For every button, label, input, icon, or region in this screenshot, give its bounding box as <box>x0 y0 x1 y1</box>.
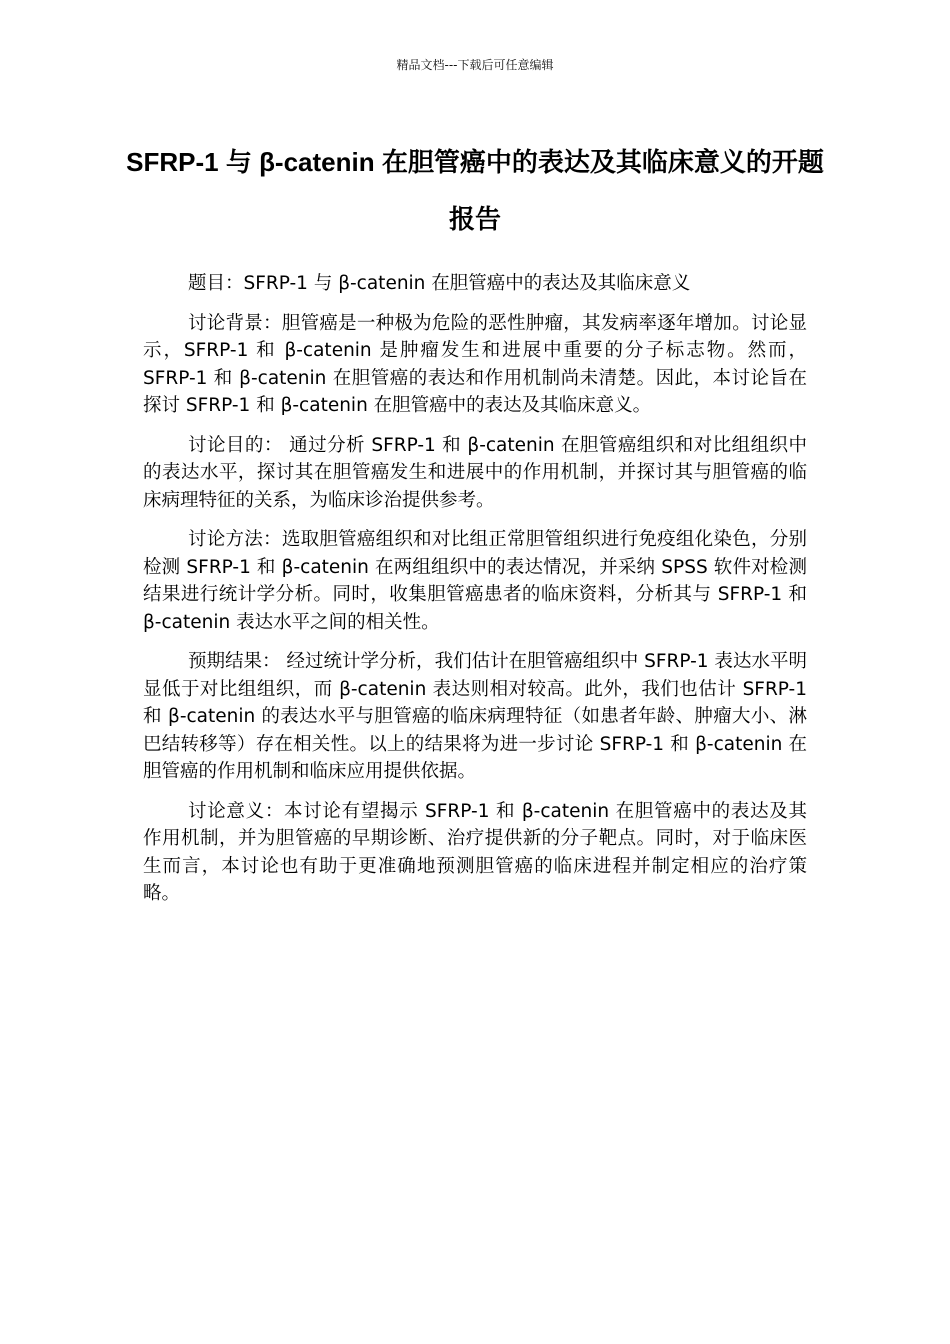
document-title: SFRP-1 与 β-catenin 在胆管癌中的表达及其临床意义的开题报告 <box>126 147 824 234</box>
paragraph-objective: 讨论目的： 通过分析 SFRP-1 和 β-catenin 在胆管癌组织和对比组组织中的表达水平，探讨其在胆管癌发生和进展中的作用机制，并探讨其与胆管癌的临床病理特征的关系，为临床诊治提供参考。 <box>143 434 807 511</box>
paragraph-methods: 讨论方法：选取胆管癌组织和对比组正常胆管组织进行免疫组化染色，分别检测 SFRP-1 和 β-catenin 在两组组织中的表达情况，并采纳 SPSS 软件对检测结果进行统计学分析。同时，收集胆管癌患者的临床资料，分析其与 SFRP-1 和 β-catenin 表达水平之间的相关性。 <box>143 529 807 633</box>
paragraph-topic: 题目：SFRP-1 与 β-catenin 在胆管癌中的表达及其临床意义 <box>188 273 691 294</box>
paragraph-background: 讨论背景：胆管癌是一种极为危险的恶性肿瘤，其发病率逐年增加。讨论显示，SFRP-1 和 β-catenin 是肿瘤发生和进展中重要的分子标志物。然而，SFRP-1 和 β-catenin 在胆管癌的表达和作用机制尚未清楚。因此，本讨论旨在探讨 SFRP-1 和 β-catenin 在胆管癌中的表达及其临床意义。 <box>143 312 807 416</box>
header-note: 精品文档---下载后可任意编辑 <box>396 58 554 72</box>
paragraph-expected-results: 预期结果： 经过统计学分析，我们估计在胆管癌组织中 SFRP-1 表达水平明显低于对比组组织，而 β-catenin 表达则相对较高。此外，我们也估计 SFRP-1 和 β-catenin 的表达水平与胆管癌的临床病理特征（如患者年龄、肿瘤大小、淋巴结转移等）存在相关性。以上的结果将为进一步讨论 SFRP-1 和 β-catenin 在胆管癌的作用机制和临床应用提供依据。 <box>143 651 807 782</box>
paragraph-significance: 讨论意义：本讨论有望揭示 SFRP-1 和 β-catenin 在胆管癌中的表达及其作用机制，并为胆管癌的早期诊断、治疗提供新的分子靶点。同时，对于临床医生而言，本讨论也有助于更准确地预测胆管癌的临床进程并制定相应的治疗策略。 <box>143 800 807 904</box>
document-body <box>143 270 807 920</box>
